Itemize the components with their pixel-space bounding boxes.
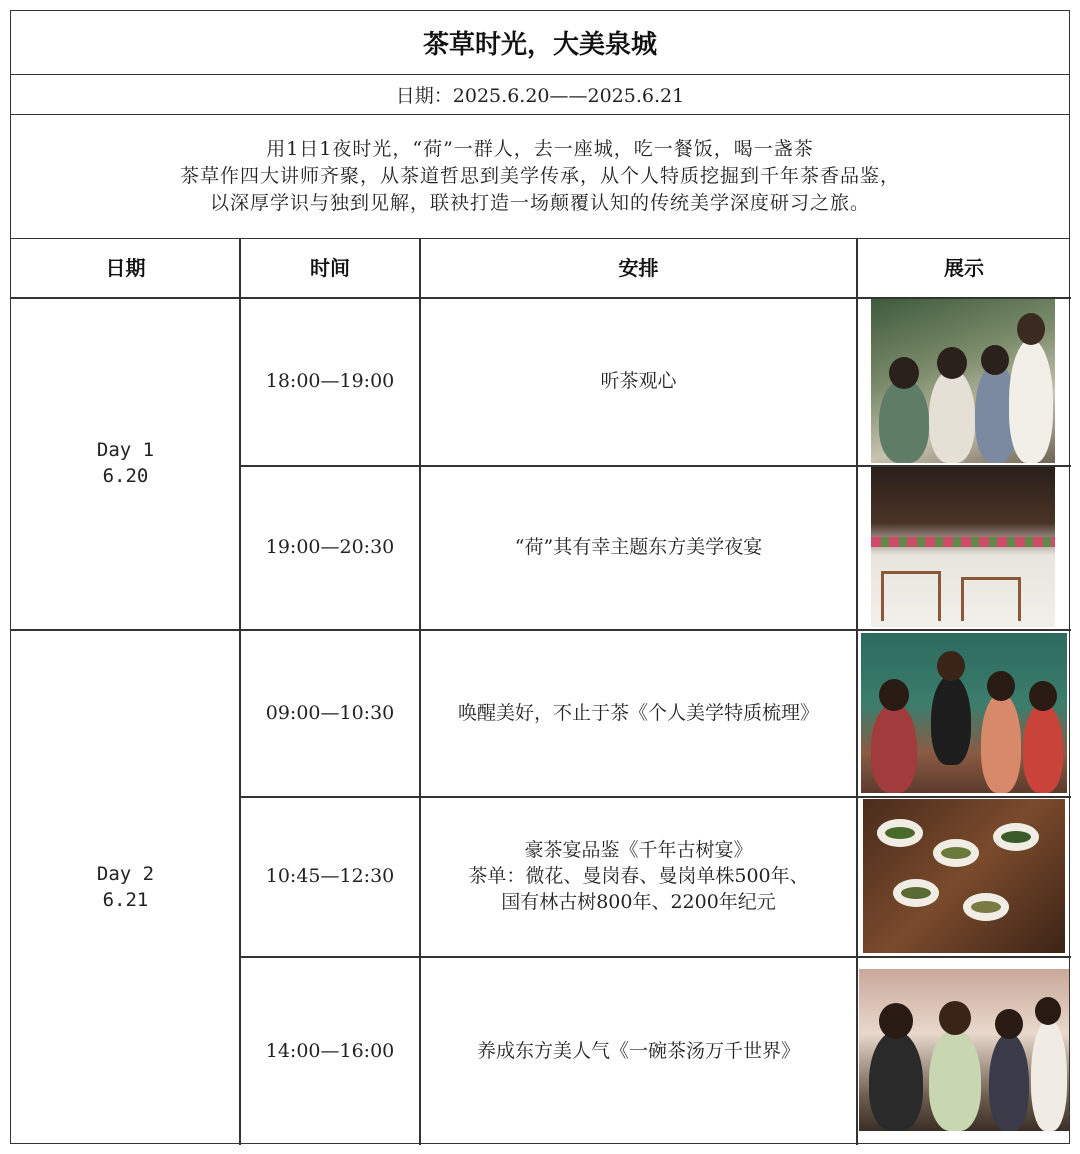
- plan-cell: [420, 796, 857, 956]
- schedule-table: [10, 10, 1070, 1144]
- grid-line: [239, 239, 241, 1145]
- plan-line: 豪茶宴品鉴《千年古树宴》: [524, 839, 753, 861]
- day-cell: [11, 629, 240, 1145]
- intro-line: 以深厚学识与独到见解，联袂打造一场颠覆认知的传统美学深度研习之旅。: [209, 192, 870, 214]
- plan-cell: [420, 297, 857, 465]
- time-cell: 10:45—12:30: [265, 865, 395, 887]
- day-cell: [11, 297, 240, 629]
- plan-line: 唤醒美好，不止于茶《个人美学特质梳理》: [457, 701, 819, 724]
- page-title: 茶草时光，大美泉城: [422, 30, 657, 60]
- grid-line: [11, 297, 1071, 299]
- title-row: [11, 11, 1069, 75]
- time-cell: 09:00—10:30: [265, 701, 395, 724]
- tea-ceremony-photo: [859, 969, 1069, 1131]
- header-date: 日期: [105, 256, 146, 280]
- grid-line: [419, 239, 421, 1145]
- group-discussion-photo: [861, 633, 1067, 793]
- plan-line: 养成东方美人气《一碗茶汤万千世界》: [476, 1039, 800, 1062]
- grid-line: [240, 956, 1071, 958]
- header-time: 时间: [310, 256, 350, 280]
- day-date: 6.21: [102, 889, 149, 911]
- blindfolded-tea-tasting-photo: [871, 299, 1055, 463]
- banquet-hall-photo: [871, 467, 1055, 627]
- grid-line: [11, 629, 1071, 631]
- intro-row: [11, 115, 1069, 239]
- grid-line: [240, 796, 1071, 798]
- day-label: Day 1: [96, 439, 155, 461]
- date-row: [11, 75, 1069, 115]
- grid-line: [240, 465, 1071, 467]
- header-plan: 安排: [618, 256, 659, 280]
- time-cell: 18:00—19:00: [265, 370, 395, 392]
- header-show: 展示: [944, 256, 984, 280]
- plan-line: 茶单：微花、曼岗春、曼岗单株500年、: [468, 865, 809, 887]
- intro-line: 用1日1夜时光，“荷”一群人，去一座城，吃一餐饭，喝一盏茶: [266, 138, 814, 160]
- day-date: 6.20: [102, 465, 149, 487]
- plan-line: “荷”其有幸主题东方美学夜宴: [514, 536, 763, 558]
- time-cell: 19:00—20:30: [265, 536, 395, 558]
- intro-line: 茶草作四大讲师齐聚，从茶道哲思到美学传承，从个人特质挖掘到千年茶香品鉴，: [179, 165, 900, 187]
- day-label: Day 2: [96, 863, 155, 885]
- plan-line: 国有林古树800年、2200年纪元: [501, 891, 776, 913]
- time-cell: 14:00—16:00: [265, 1039, 395, 1062]
- tea-leaves-photo: [863, 799, 1065, 953]
- date-range: 日期：2025.6.20——2025.6.21: [395, 85, 685, 107]
- plan-cell: [420, 465, 857, 629]
- grid-line: [856, 239, 858, 1145]
- plan-cell: [420, 956, 857, 1145]
- plan-cell: [420, 629, 857, 796]
- plan-line: 听茶观心: [600, 370, 677, 392]
